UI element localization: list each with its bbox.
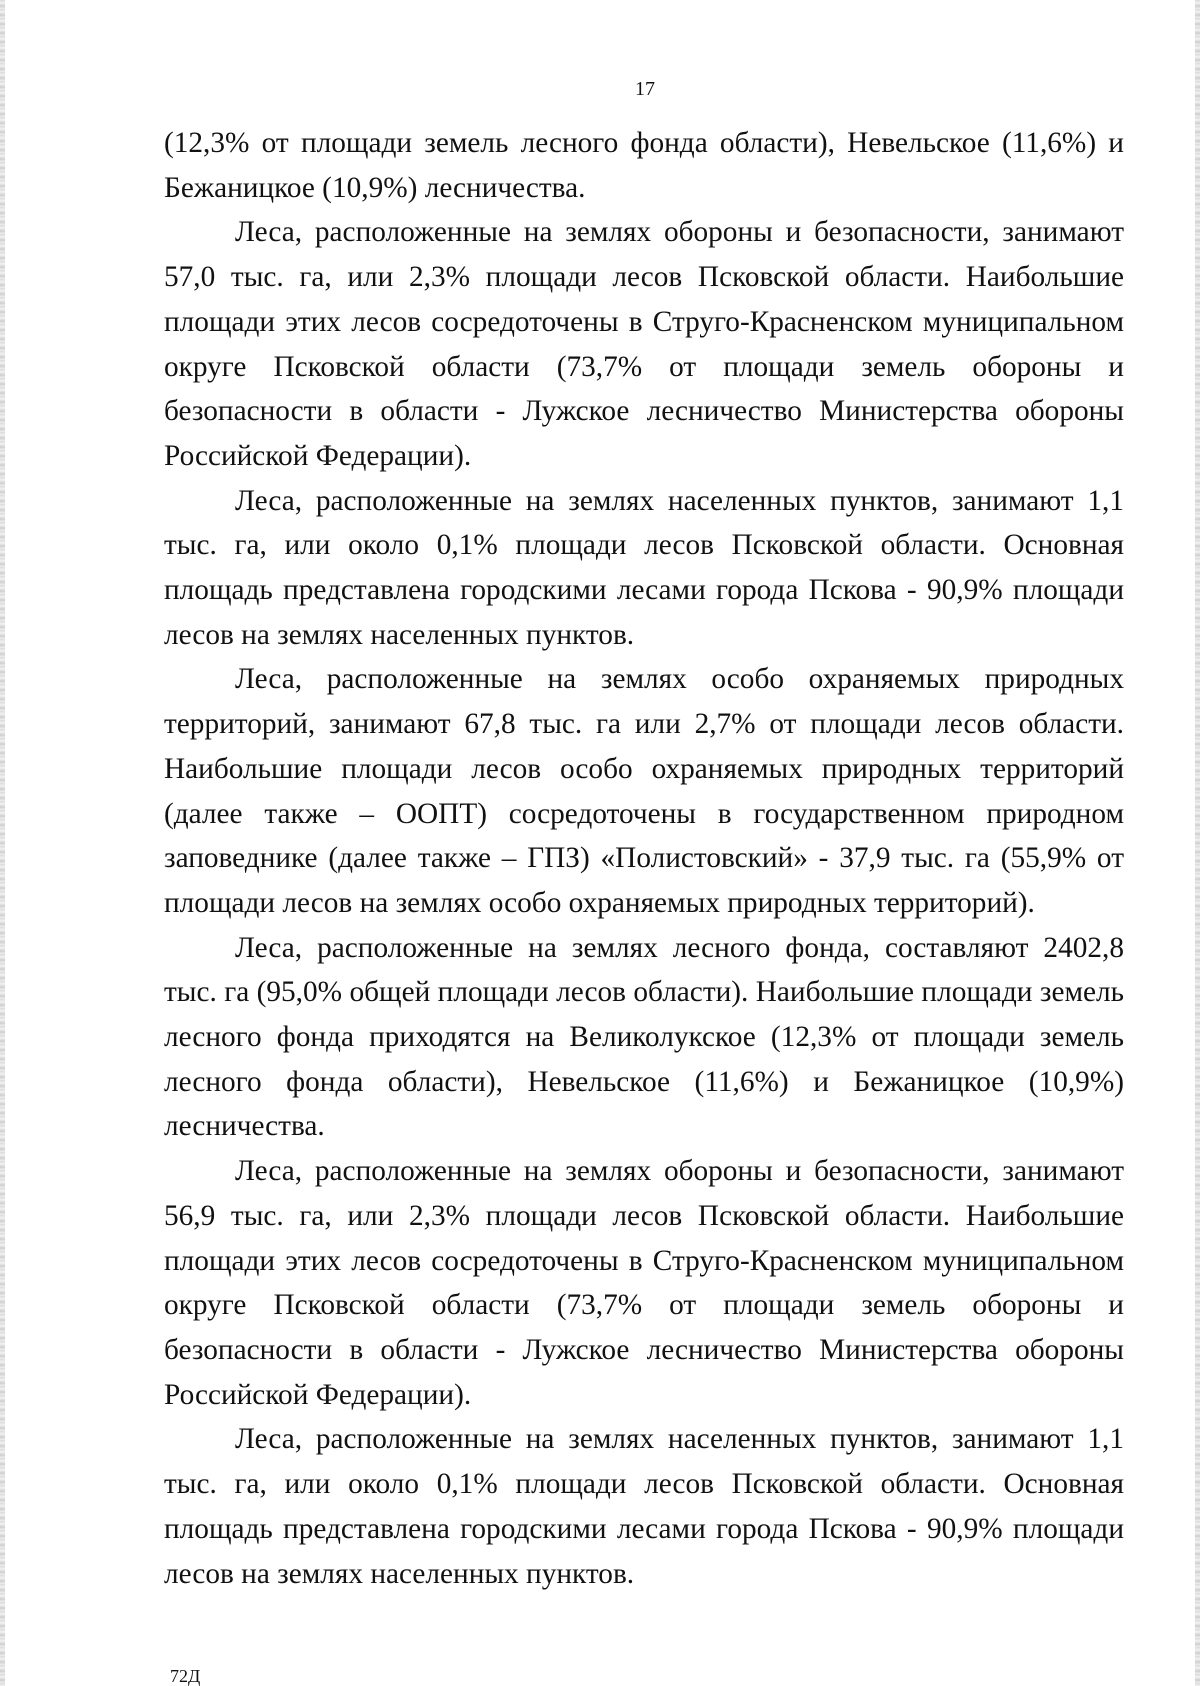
scan-edge-left xyxy=(0,0,5,1686)
paragraph-settlement-lands: Леса, расположенные на землях населенных пунктов, занимают 1,1 тыс. га, или около 0,1% площади лесов Псковской области. Основная площадь представлена городскими лесами города Пскова - 90,9% площади лесов на землях населенных пунктов. xyxy=(164,484,1124,651)
document-body xyxy=(164,121,1124,1596)
scan-edge-right xyxy=(1195,0,1200,1686)
paragraph-defense-lands: Леса, расположенные на землях обороны и безопасности, занимают 57,0 тыс. га, или 2,3% площади лесов Псковской области. Наибольшие площади этих лесов сосредоточены в Струго-Красненском муниципальном округе Псковской области (73,7% от площади земель обороны и безопасности в области - Лужское лесничество Министерства обороны Российской Федерации). xyxy=(164,216,1124,472)
paragraph-protected-areas: Леса, расположенные на землях особо охраняемых природных территорий, занимают 67,8 тыс. га или 2,7% от площади лесов области. Наибольшие площади лесов особо охраняемых природных территорий (далее также – ООПТ) сосредоточены в государственном природном заповеднике (далее также – ГПЗ) «Полистовский» - 37,9 тыс. га (55,9% от площади лесов на землях особо охраняемых природных территорий). xyxy=(164,663,1124,919)
paragraph-settlement-lands-repeat: Леса, расположенные на землях населенных пунктов, занимают 1,1 тыс. га, или около 0,1% площади лесов Псковской области. Основная площадь представлена городскими лесами города Пскова - 90,9% площади лесов на землях населенных пунктов. xyxy=(164,1423,1124,1590)
paragraph-defense-lands-repeat: Леса, расположенные на землях обороны и безопасности, занимают 56,9 тыс. га, или 2,3% площади лесов Псковской области. Наибольшие площади этих лесов сосредоточены в Струго-Красненском муниципальном округе Псковской области (73,7% от площади земель обороны и безопасности в области - Лужское лесничество Министерства обороны Российской Федерации). xyxy=(164,1155,1124,1411)
paragraph-continuation: (12,3% от площади земель лесного фонда области), Невельское (11,6%) и Бежаницкое (10,9%) лесничества. xyxy=(164,127,1124,204)
paragraph-forest-fund-lands: Леса, расположенные на землях лесного фонда, составляют 2402,8 тыс. га (95,0% общей площади лесов области). Наибольшие площади земель лесного фонда приходятся на Великолукское (12,3% от площади земель лесного фонда области), Невельское (11,6%) и Бежаницкое (10,9%) лесничества. xyxy=(164,931,1124,1143)
page-number: 17 xyxy=(635,78,655,100)
footer-code: 72Д xyxy=(170,1666,201,1686)
